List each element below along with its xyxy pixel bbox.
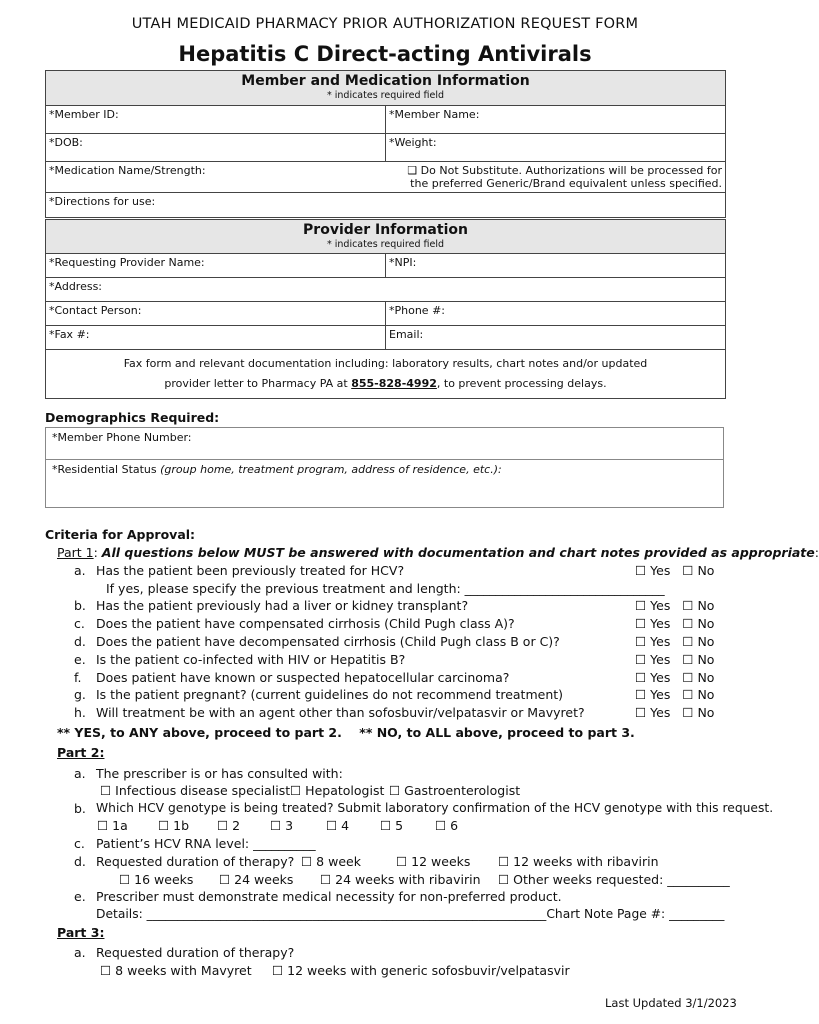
details-field[interactable]: Details: _________________________________________________________________Chart Note Page #: _________ <box>96 907 725 921</box>
residential-label: *Residential Status <box>52 463 161 476</box>
residential-hint: (group home, treatment program, address of residence, etc.): <box>160 463 502 476</box>
part1-heading: Part 1: All questions below MUST be answered with documentation and chart notes provided as appropriate: <box>57 545 819 560</box>
question-e: Is the patient co-infected with HIV or Hepatitis B? <box>96 652 406 667</box>
yes-checkbox[interactable]: ☐ Yes <box>635 634 671 649</box>
demographics-title: Demographics Required: <box>45 410 220 425</box>
last-updated: Last Updated 3/1/2023 <box>605 996 737 1010</box>
no-checkbox[interactable]: ☐ No <box>682 687 715 702</box>
duration-24-weeks-ribavirin-checkbox[interactable]: ☐ 24 weeks with ribavirin <box>320 872 481 887</box>
form-title: UTAH MEDICAID PHARMACY PRIOR AUTHORIZATION REQUEST FORM <box>131 16 639 32</box>
duration-16-weeks-checkbox[interactable]: ☐ 16 weeks <box>119 872 194 887</box>
letter-g: g. <box>74 687 86 702</box>
no-checkbox[interactable]: ☐ No <box>682 598 715 613</box>
question-a: Has the patient been previously treated for HCV? <box>96 563 405 578</box>
member-required-note: * indicates required field <box>326 90 444 101</box>
provider-section-header <box>46 220 726 254</box>
part1-instruction: All questions below MUST be answered with documentation and chart notes provided as appropriate <box>101 545 815 560</box>
hepatologist-checkbox[interactable]: ☐ Hepatologist <box>290 783 385 798</box>
duration-8-week-checkbox[interactable]: ☐ 8 week <box>301 854 361 869</box>
p2-letter-b: b. <box>74 801 86 816</box>
yes-checkbox[interactable]: ☐ Yes <box>635 616 671 631</box>
member-id-field[interactable]: *Member ID: <box>46 106 386 134</box>
yes-no-e[interactable] <box>635 652 714 667</box>
fax-note-line-1: Fax form and relevant documentation including: laboratory results, chart notes and/or updated <box>123 357 648 370</box>
medication-field[interactable]: *Medication Name/Strength: <box>46 162 386 193</box>
question-d: Does the patient have decompensated cirrhosis (Child Pugh class B or C)? <box>96 634 560 649</box>
email-field[interactable]: Email: <box>386 326 726 350</box>
proceed-note: ** YES, to ANY above, proceed to part 2. ** NO, to ALL above, proceed to part 3. <box>57 725 635 740</box>
genotype-6-checkbox[interactable]: ☐ 6 <box>435 818 459 833</box>
no-checkbox[interactable]: ☐ No <box>682 705 715 720</box>
fax-field[interactable]: *Fax #: <box>46 326 386 350</box>
duration-other-checkbox[interactable]: ☐ Other weeks requested: __________ <box>498 872 730 887</box>
fax-note-line-2 <box>56 374 715 394</box>
genotype-4-checkbox[interactable]: ☐ 4 <box>326 818 350 833</box>
yes-checkbox[interactable]: ☐ Yes <box>635 598 671 613</box>
part3-label: Part 3: <box>57 925 105 940</box>
p2-question-d: Requested duration of therapy? <box>96 854 295 869</box>
no-checkbox[interactable]: ☐ No <box>682 670 715 685</box>
yes-checkbox[interactable]: ☐ Yes <box>635 705 671 720</box>
p3-letter-a: a. <box>74 945 86 960</box>
member-name-field[interactable]: *Member Name: <box>386 106 726 134</box>
yes-checkbox[interactable]: ☐ Yes <box>635 687 671 702</box>
hcv-rna-field[interactable]: Patient’s HCV RNA level: __________ <box>96 836 316 851</box>
letter-e: e. <box>74 652 86 667</box>
yes-no-g[interactable] <box>635 687 714 702</box>
p2-question-a: The prescriber is or has consulted with: <box>96 766 343 781</box>
duration-24-weeks-checkbox[interactable]: ☐ 24 weeks <box>219 872 294 887</box>
letter-a: a. <box>74 563 86 578</box>
yes-no-f[interactable] <box>635 670 714 685</box>
provider-name-field[interactable]: *Requesting Provider Name: <box>46 254 386 278</box>
part2-label: Part 2: <box>57 745 105 760</box>
contact-person-field[interactable]: *Contact Person: <box>46 302 386 326</box>
fax-number: 855-828-4992 <box>351 377 437 390</box>
letter-c: c. <box>74 616 85 631</box>
fax-note-text: provider letter to Pharmacy PA at <box>164 377 352 390</box>
p2-letter-e: e. <box>74 889 86 904</box>
no-checkbox[interactable]: ☐ No <box>682 563 715 578</box>
provider-required-note: * indicates required field <box>326 239 444 250</box>
fax-note-text-end: , to prevent processing delays. <box>436 377 607 390</box>
letter-h: h. <box>74 705 86 720</box>
directions-field[interactable]: *Directions for use: <box>46 193 726 218</box>
do-not-substitute-checkbox[interactable] <box>386 162 726 193</box>
question-a-followup[interactable]: If yes, please specify the previous treatment and length: ________________________________ <box>106 581 665 596</box>
member-phone-field[interactable]: *Member Phone Number: <box>46 428 723 460</box>
address-field[interactable]: *Address: <box>46 278 726 302</box>
yes-no-c[interactable] <box>635 616 714 631</box>
yes-no-d[interactable] <box>635 634 714 649</box>
no-checkbox[interactable]: ☐ No <box>682 634 715 649</box>
letter-f: f. <box>74 670 82 685</box>
criteria-title: Criteria for Approval: <box>45 527 196 542</box>
genotype-5-checkbox[interactable]: ☐ 5 <box>380 818 404 833</box>
genotype-3-checkbox[interactable]: ☐ 3 <box>270 818 294 833</box>
provider-section-title: Provider Information <box>303 222 468 238</box>
no-checkbox[interactable]: ☐ No <box>682 652 715 667</box>
yes-checkbox[interactable]: ☐ Yes <box>635 670 671 685</box>
duration-12-weeks-ribavirin-checkbox[interactable]: ☐ 12 weeks with ribavirin <box>498 854 659 869</box>
yes-checkbox[interactable]: ☐ Yes <box>635 652 671 667</box>
npi-field[interactable]: *NPI: <box>386 254 726 278</box>
member-section-title: Member and Medication Information <box>241 73 530 89</box>
p2-letter-c: c. <box>74 836 85 851</box>
fax-instructions <box>46 350 726 399</box>
p2-letter-a: a. <box>74 766 86 781</box>
question-f: Does patient have known or suspected hepatocellular carcinoma? <box>96 670 510 685</box>
p2-question-e: Prescriber must demonstrate medical necessity for non-preferred product. <box>96 889 562 904</box>
yes-checkbox[interactable]: ☐ Yes <box>635 563 671 578</box>
no-checkbox[interactable]: ☐ No <box>682 616 715 631</box>
residential-status-field[interactable] <box>46 460 723 479</box>
p2-question-b: Which HCV genotype is being treated? Submit laboratory confirmation of the HCV genotype with this request. <box>96 801 774 815</box>
letter-d: d. <box>74 634 86 649</box>
phone-field[interactable]: *Phone #: <box>386 302 726 326</box>
genotype-1a-checkbox[interactable]: ☐ 1a <box>97 818 128 833</box>
letter-b: b. <box>74 598 86 613</box>
genotype-2-checkbox[interactable]: ☐ 2 <box>217 818 241 833</box>
demographics-box <box>45 427 724 508</box>
yes-no-a[interactable] <box>635 563 714 578</box>
duration-12-weeks-checkbox[interactable]: ☐ 12 weeks <box>396 854 471 869</box>
member-section-header <box>46 71 726 106</box>
question-g: Is the patient pregnant? (current guidelines do not recommend treatment) <box>96 687 564 702</box>
genotype-1b-checkbox[interactable]: ☐ 1b <box>158 818 190 833</box>
infectious-disease-checkbox[interactable]: ☐ Infectious disease specialist <box>100 783 291 798</box>
provider-table <box>45 219 726 399</box>
gastroenterologist-checkbox[interactable]: ☐ Gastroenterologist <box>389 783 521 798</box>
part1-label: Part 1 <box>57 545 94 560</box>
dns-line-1: ❑ Do Not Substitute. Authorizations will be processed for <box>407 164 722 177</box>
weight-field[interactable]: *Weight: <box>386 134 726 162</box>
p3-question-a: Requested duration of therapy? <box>96 945 295 960</box>
mavyret-8-weeks-checkbox[interactable]: ☐ 8 weeks with Mavyret <box>100 963 252 978</box>
sofosbuvir-12-weeks-checkbox[interactable]: ☐ 12 weeks with generic sofosbuvir/velpatasvir <box>272 963 570 978</box>
dns-line-2: the preferred Generic/Brand equivalent unless specified. <box>410 177 722 190</box>
yes-no-h[interactable] <box>635 705 714 720</box>
drug-title: Hepatitis C Direct-acting Antivirals <box>178 42 592 66</box>
question-c: Does the patient have compensated cirrhosis (Child Pugh class A)? <box>96 616 515 631</box>
yes-no-b[interactable] <box>635 598 714 613</box>
question-h: Will treatment be with an agent other than sofosbuvir/velpatasvir or Mavyret? <box>96 705 585 720</box>
question-b: Has the patient previously had a liver or kidney transplant? <box>96 598 469 613</box>
p2-letter-d: d. <box>74 854 86 869</box>
member-medication-table <box>45 70 726 218</box>
dob-field[interactable]: *DOB: <box>46 134 386 162</box>
